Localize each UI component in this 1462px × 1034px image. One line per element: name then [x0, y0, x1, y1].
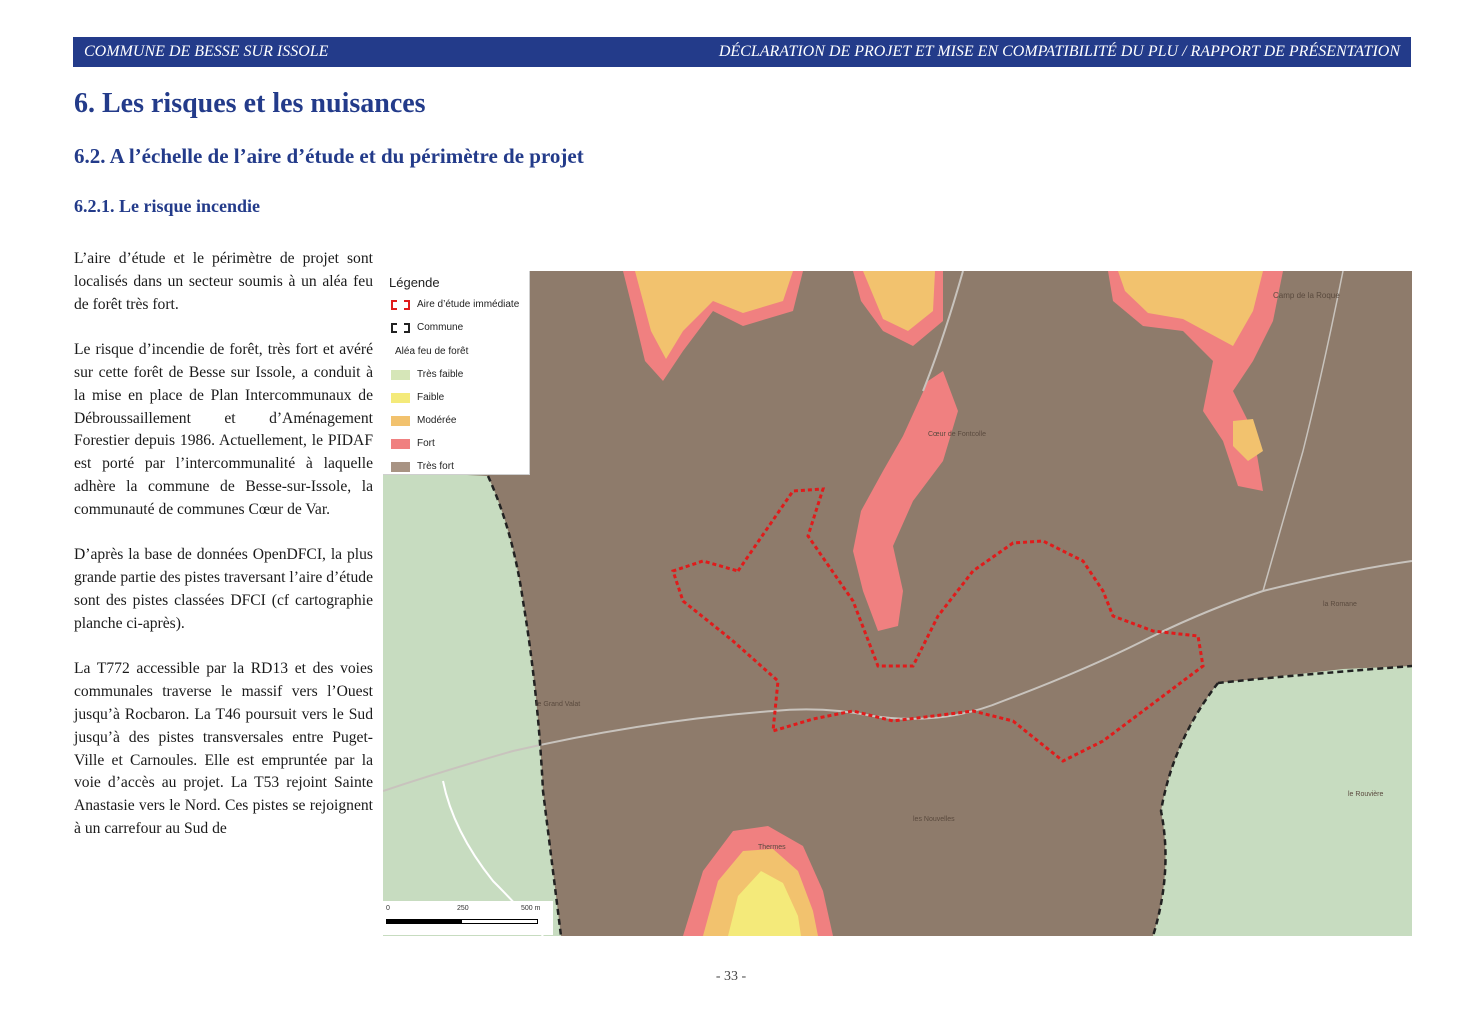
place-label: Camp de la Roque — [1273, 291, 1340, 300]
place-label: Thermes — [758, 844, 786, 851]
place-label: Cœur de Fontcolle — [928, 431, 986, 438]
place-label: le Rouvière — [1348, 791, 1384, 798]
hazard-swatch — [391, 416, 410, 426]
legend-row-commune — [391, 322, 463, 333]
legend-row-hazard — [391, 461, 454, 472]
hazard-swatch — [391, 439, 410, 449]
legend-row-hazard — [391, 392, 444, 403]
paragraph: La T772 accessible par la RD13 et des voies communales traverse le massif vers l’Ouest jusqu’à Rocbaron. La T46 poursuit vers le Sud jusqu’à des pistes transversales entre Puget-Ville et Carnoules. Elle est empruntée par la voie d’accès au projet. La T53 rejoint Sainte Anastasie vers le Nord. Ces pistes se rejoignent à un carrefour au Sud de — [74, 660, 373, 837]
fire-hazard-map — [383, 271, 1412, 936]
legend-row-hazard — [391, 415, 456, 426]
hazard-swatch — [391, 370, 410, 380]
legend-label: Commune — [417, 322, 464, 333]
legend-label: Aire d’étude immédiate — [417, 299, 520, 310]
page-number: - 33 - — [715, 969, 747, 984]
legend-label: Faible — [417, 392, 445, 403]
header-bar — [73, 37, 1411, 67]
body-text — [74, 248, 373, 864]
place-label: le Grand Valat — [536, 701, 581, 708]
legend-label: Très faible — [417, 369, 464, 380]
legend-row-hazard — [391, 369, 463, 380]
paragraph: Le risque d’incendie de forêt, très fort et avéré sur cette forêt de Besse sur Issole, a conduit à la mise en place de Plan Intercommunaux de Débroussaillement et d’Aménagement Forestier depuis 1986. Actuellement, le PIDAF est porté par l’intercommunalité à laquelle adhère la commune de Besse-sur-Issole, la communauté de communes Cœur de Var. — [74, 341, 373, 518]
hazard-swatch — [391, 462, 410, 472]
scale-tick: 500 m — [521, 905, 541, 912]
place-label: la Romane — [1323, 601, 1357, 608]
scale-tick: 250 — [457, 905, 469, 912]
legend-title: Légende — [389, 275, 440, 290]
subsection-title: 6.2. A l’échelle de l’aire d’étude et du périmètre de projet — [74, 144, 584, 168]
place-label: les Nouvelles — [913, 816, 955, 823]
paragraph: L’aire d’étude et le périmètre de projet sont localisés dans un secteur soumis à un aléa feu de forêt très fort. — [74, 250, 373, 313]
map-legend — [383, 271, 530, 475]
legend-label: Modérée — [417, 415, 457, 426]
section-title: 6. Les risques et les nuisances — [74, 88, 426, 119]
study-area-swatch — [391, 300, 410, 310]
legend-hazard-title: Aléa feu de forêt — [395, 346, 469, 357]
scale-bar — [383, 901, 553, 935]
paragraph: D’après la base de données OpenDFCI, la plus grande partie des pistes traversant l’aire d’étude sont des pistes classées DFCI (cf cartographie planche ci-après). — [74, 546, 373, 632]
header-commune: COMMUNE DE BESSE SUR ISSOLE — [84, 43, 329, 60]
header-document-title: DÉCLARATION DE PROJET ET MISE EN COMPATIBILITÉ DU PLU / RAPPORT DE PRÉSENTATION — [718, 43, 1400, 60]
legend-row-hazard — [391, 438, 435, 449]
scale-tick: 0 — [386, 905, 390, 912]
legend-label: Fort — [417, 438, 435, 449]
scale-bar-graphic — [386, 919, 538, 924]
legend-label: Très fort — [417, 461, 454, 472]
legend-row-study-area — [391, 299, 519, 310]
hazard-swatch — [391, 393, 410, 403]
commune-swatch — [391, 323, 410, 333]
subsubsection-title: 6.2.1. Le risque incendie — [74, 196, 261, 216]
map-canvas — [383, 271, 1412, 936]
